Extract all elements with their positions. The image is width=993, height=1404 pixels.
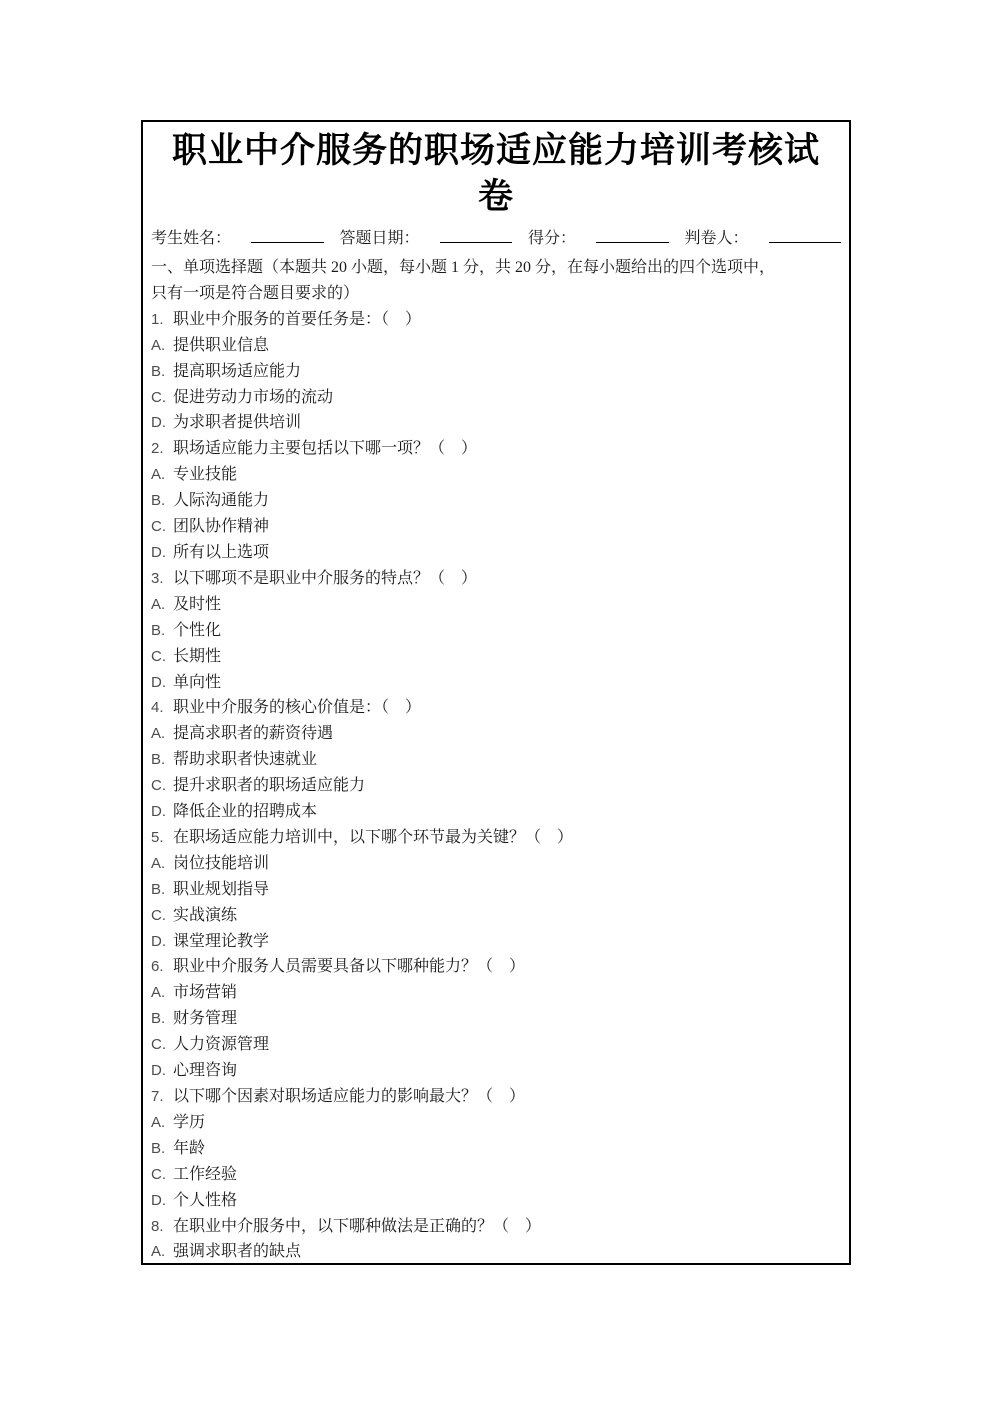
question-line xyxy=(151,1214,841,1240)
page-title-line-2: 卷 xyxy=(477,177,514,216)
option-letter: A. xyxy=(151,336,166,354)
option-text: 个人性格 xyxy=(173,1191,238,1209)
question-text: 职业中介服务的核心价值是：（ ） xyxy=(173,699,422,717)
option-letter: B. xyxy=(151,880,166,898)
question-text: 职场适应能力主要包括以下哪一项？（ ） xyxy=(173,440,478,458)
option-text: 学历 xyxy=(173,1113,206,1131)
option-text: 强调求职者的缺点 xyxy=(173,1243,302,1261)
question-text: 以下哪个因素对职场适应能力的影响最大？（ ） xyxy=(173,1088,526,1105)
option-text: 专业技能 xyxy=(173,466,238,484)
option-text: 岗位技能培训 xyxy=(173,854,270,872)
option-letter: C. xyxy=(151,1036,166,1054)
question-number: 4. xyxy=(151,699,164,717)
question-line xyxy=(151,954,841,980)
option-letter: A. xyxy=(151,725,166,743)
option-letter: B. xyxy=(151,362,166,380)
option-letter: C. xyxy=(151,388,166,406)
option-line xyxy=(151,799,841,825)
option-text: 促进劳动力市场的流动 xyxy=(173,388,334,406)
option-text: 及时性 xyxy=(173,595,222,613)
section-heading-line-1: 一、单项选择题（本题共 20 小题，每小题 1 分，共 20 分，在每小题给出的四个选项中， xyxy=(151,259,776,276)
option-letter: D. xyxy=(151,543,166,561)
option-letter: B. xyxy=(151,1139,166,1157)
option-text: 长期性 xyxy=(173,647,222,665)
option-text: 个性化 xyxy=(173,621,222,639)
option-letter: A. xyxy=(151,466,166,484)
option-text: 为求职者提供培训 xyxy=(173,414,302,432)
option-letter: B. xyxy=(151,751,166,769)
option-text: 工作经验 xyxy=(173,1165,238,1183)
field-label-grader: 判卷人： xyxy=(684,230,749,247)
option-letter: D. xyxy=(151,673,166,691)
option-line xyxy=(151,929,841,955)
option-letter: C. xyxy=(151,906,166,924)
option-text: 帮助求职者快速就业 xyxy=(173,751,318,769)
question-text: 职业中介服务的首要任务是：（ ） xyxy=(173,310,422,328)
question-line xyxy=(151,825,841,851)
option-letter: C. xyxy=(151,647,166,665)
option-letter: D. xyxy=(151,1062,166,1080)
option-text: 年龄 xyxy=(173,1139,206,1157)
option-letter: D. xyxy=(151,1191,166,1209)
exam-body xyxy=(151,255,841,1265)
option-letter: A. xyxy=(151,984,166,1002)
option-line xyxy=(151,1188,841,1214)
option-letter: D. xyxy=(151,803,166,821)
option-line xyxy=(151,1239,841,1265)
question-text: 职业中介服务人员需要具备以下哪种能力？（ ） xyxy=(173,958,526,976)
option-line xyxy=(151,385,841,411)
option-text: 心理咨询 xyxy=(173,1062,238,1080)
field-label-score: 得分： xyxy=(528,230,577,247)
option-line xyxy=(151,747,841,773)
page-title-line-1: 职业中介服务的职场适应能力培训考核试 xyxy=(171,131,820,170)
option-line xyxy=(151,721,841,747)
option-line xyxy=(151,514,841,540)
field-label-candidate-name: 考生姓名： xyxy=(151,230,232,247)
question-number: 5. xyxy=(151,828,164,846)
option-letter: C. xyxy=(151,518,166,536)
option-line xyxy=(151,773,841,799)
option-text: 市场营销 xyxy=(173,984,238,1002)
option-line xyxy=(151,1058,841,1084)
question-number: 3. xyxy=(151,569,164,587)
option-line xyxy=(151,877,841,903)
option-line xyxy=(151,462,841,488)
option-line xyxy=(151,1136,841,1162)
option-text: 课堂理论教学 xyxy=(173,932,270,950)
option-line xyxy=(151,410,841,436)
question-text: 以下哪项不是职业中介服务的特点？（ ） xyxy=(173,569,478,587)
page-title xyxy=(151,128,841,220)
option-letter: B. xyxy=(151,1010,166,1028)
question-number: 6. xyxy=(151,958,164,976)
option-text: 人际沟通能力 xyxy=(173,492,270,510)
question-text: 在职场适应能力培训中，以下哪个环节最为关键？（ ） xyxy=(173,828,574,846)
option-letter: D. xyxy=(151,414,166,432)
exam-header-fields xyxy=(151,226,841,252)
option-line xyxy=(151,488,841,514)
section-heading-line-2: 只有一项是符合题目要求的） xyxy=(151,284,360,302)
option-letter: C. xyxy=(151,777,166,795)
option-letter: B. xyxy=(151,621,166,639)
option-line xyxy=(151,980,841,1006)
section-heading xyxy=(151,255,841,307)
option-text: 提高求职者的薪资待遇 xyxy=(173,725,334,743)
option-letter: A. xyxy=(151,854,166,872)
question-line xyxy=(151,1084,841,1110)
question-text: 在职业中介服务中，以下哪种做法是正确的？（ ） xyxy=(173,1217,542,1235)
question-number: 2. xyxy=(151,440,164,458)
question-line xyxy=(151,436,841,462)
question-number: 8. xyxy=(151,1217,164,1235)
question-line xyxy=(151,695,841,721)
option-letter: C. xyxy=(151,1165,166,1183)
question-number: 1. xyxy=(151,310,164,328)
option-text: 人力资源管理 xyxy=(173,1036,270,1054)
option-letter: D. xyxy=(151,932,166,950)
blank-grader xyxy=(769,228,841,243)
option-text: 提高职场适应能力 xyxy=(173,362,302,380)
exam-sheet xyxy=(141,120,851,1265)
option-line xyxy=(151,903,841,929)
option-letter: B. xyxy=(151,492,166,510)
option-text: 单向性 xyxy=(173,673,222,691)
option-text: 团队协作精神 xyxy=(173,518,270,536)
option-line xyxy=(151,851,841,877)
option-line xyxy=(151,1006,841,1032)
option-text: 职业规划指导 xyxy=(173,880,270,898)
blank-score xyxy=(596,228,668,243)
option-text: 提供职业信息 xyxy=(173,336,270,354)
option-line xyxy=(151,618,841,644)
option-text: 所有以上选项 xyxy=(173,543,270,561)
option-line xyxy=(151,359,841,385)
option-line xyxy=(151,670,841,696)
option-text: 提升求职者的职场适应能力 xyxy=(173,777,366,795)
option-line xyxy=(151,1110,841,1136)
option-text: 实战演练 xyxy=(173,906,238,924)
blank-answer-date xyxy=(440,228,512,243)
option-line xyxy=(151,1162,841,1188)
option-letter: A. xyxy=(151,1243,166,1261)
option-letter: A. xyxy=(151,595,166,613)
option-line xyxy=(151,540,841,566)
question-line xyxy=(151,566,841,592)
option-text: 财务管理 xyxy=(173,1010,238,1028)
blank-candidate-name xyxy=(251,228,323,243)
field-label-answer-date: 答题日期： xyxy=(339,230,420,247)
option-line xyxy=(151,644,841,670)
option-line xyxy=(151,592,841,618)
option-text: 降低企业的招聘成本 xyxy=(173,803,318,821)
question-line xyxy=(151,307,841,333)
option-letter: A. xyxy=(151,1113,166,1131)
question-number: 7. xyxy=(151,1088,164,1105)
questions xyxy=(151,307,841,1265)
option-line xyxy=(151,1032,841,1058)
option-line xyxy=(151,333,841,359)
